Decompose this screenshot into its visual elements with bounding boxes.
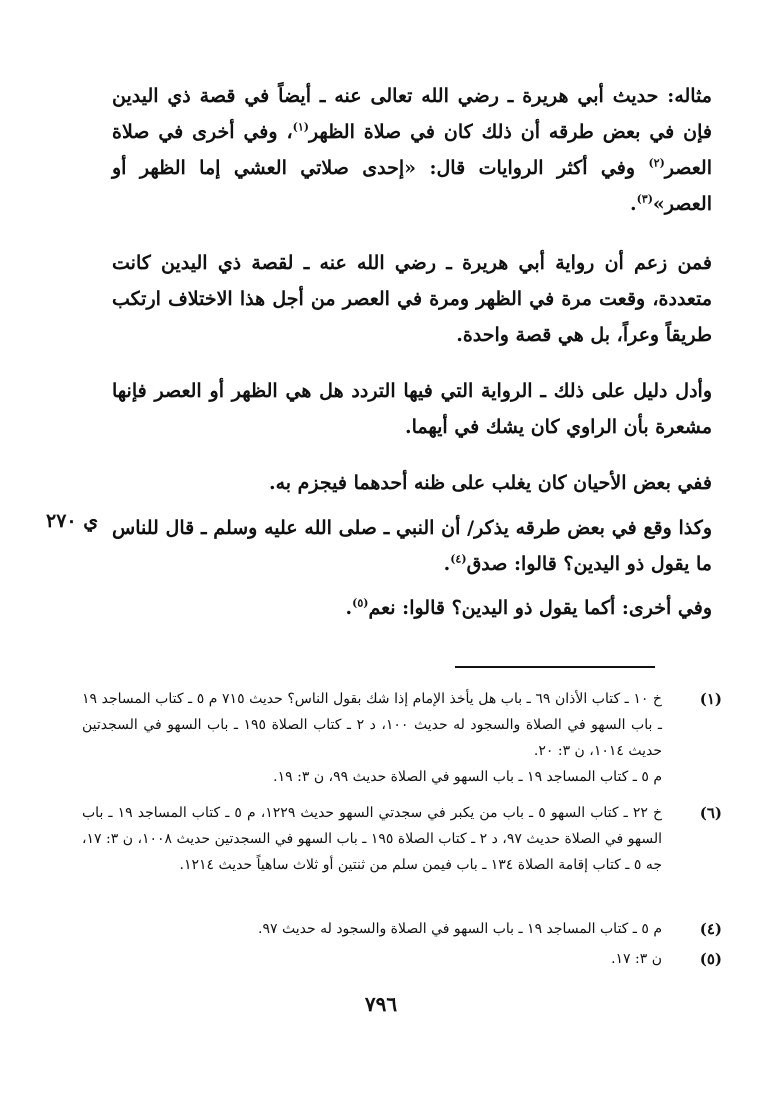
paragraph-example xyxy=(112,78,712,222)
footnote-number: (١) xyxy=(699,690,722,708)
paragraph-sometimes xyxy=(112,465,712,501)
footnote-ref: (١) xyxy=(292,120,309,134)
footnote-ref: (٤) xyxy=(450,552,467,566)
footnote-text: خ ٢٢ ـ كتاب السهو ٥ ـ باب من يكبر في سجدتي السهو حديث ١٢٢٩، م ٥ ـ كتاب المساجد ١٩ ـ باب السهو في الصلاة حديث ٩٧، د ٢ ـ كتاب الصلاة ١٩٥ ـ باب السهو في السجدتين حديث ١٠٠٨، ن ٣: ١٧، جه ٥ ـ كتاب إقامة الصلاة ١٣٤ ـ باب فيمن سلم من ثنتين أو ثلاث ساهياً حديث ١٢١٤. xyxy=(82,805,663,873)
page-number: ٧٩٦ xyxy=(364,992,398,1016)
footnote-text: ن ٣: ١٧. xyxy=(611,951,662,967)
paragraph-another xyxy=(112,590,712,626)
footnote-text: م ٥ ـ كتاب المساجد ١٩ ـ باب السهو في الصلاة والسجود له حديث ٩٧. xyxy=(258,921,662,937)
footnote-4 xyxy=(82,916,722,942)
paragraph-text: وأدل دليل على ذلك ـ الرواية التي فيها التردد هل هي الظهر أو العصر فإنها مشعرة بأن الراوي كان يشك في أيهما. xyxy=(112,380,712,438)
paragraph-text: . xyxy=(629,193,637,215)
paragraph-text: فمن زعم أن رواية أبي هريرة ـ رضي الله عنه ـ لقصة ذي اليدين كانت متعددة، وقعت مرة في الظهر ومرة في العصر من أجل هذا الاختلاف ارتكب طريقاً وعراً، بل هي قصة واحدة. xyxy=(112,252,712,346)
footnote-number: (٤) xyxy=(699,920,722,938)
paragraph-text: ففي بعض الأحيان كان يغلب على ظنه أحدهما فيجزم به. xyxy=(268,472,712,494)
paragraph-text: وكذا وقع في بعض طرقه يذكر/ أن النبي ـ صلى الله عليه وسلم ـ قال للناس ما يقول ذو اليدين؟ قالوا: صدق xyxy=(112,517,713,575)
paragraph-claim xyxy=(112,245,712,353)
paragraph-text: مثاله: حديث أبي هريرة ـ رضي الله تعالى عنه ـ أيضاً في قصة ذي اليدين فإن في بعض طرقه أن ذلك كان في صلاة الظهر xyxy=(112,85,712,143)
footnote-number: (٥) xyxy=(699,950,722,968)
footnote-ref: (٢) xyxy=(648,156,665,170)
paragraph-text: . xyxy=(443,553,451,575)
footnote-number: (٦) xyxy=(699,804,722,822)
paragraph-text: . xyxy=(345,597,353,619)
footnote-1 xyxy=(82,686,722,790)
footnote-ref: (٥) xyxy=(352,596,369,610)
margin-page-reference: ي ٢٧٠ xyxy=(46,510,99,532)
paragraph-prophet-said xyxy=(112,510,712,582)
paragraph-text: وفي أخرى: أكما يقول ذو اليدين؟ قالوا: نعم xyxy=(368,597,712,619)
footnote-body-extra: م ٥ ـ كتاب المساجد ١٩ ـ باب السهو في الصلاة حديث ٩٩، ن ٣: ١٩. xyxy=(273,769,662,785)
footnote-separator xyxy=(455,666,655,668)
footnote-body: خ ١٠ ـ كتاب الأذان ٦٩ ـ باب هل يأخذ الإمام إذا شك بقول الناس؟ حديث ٧١٥ م ٥ ـ كتاب المساجد ١٩ ـ باب السهو في الصلاة والسجود له حديث ١٠٠، د ٢ ـ كتاب الصلاة ١٩٥ ـ باب السهو في السجدتين حديث ١٠١٤، ن ٣: ٢٠. xyxy=(82,691,662,759)
footnote-2 xyxy=(82,800,722,878)
footnote-5 xyxy=(82,946,722,972)
footnote-ref: (٣) xyxy=(636,192,653,206)
paragraph-text: ، وفي أخرى في صلاة العصر xyxy=(112,121,712,179)
paragraph-text: وفي أكثر الروايات قال: «إحدى صلاتي العشي إما الظهر أو العصر» xyxy=(112,157,712,215)
paragraph-evidence xyxy=(112,373,712,445)
footnote-text xyxy=(82,686,662,790)
